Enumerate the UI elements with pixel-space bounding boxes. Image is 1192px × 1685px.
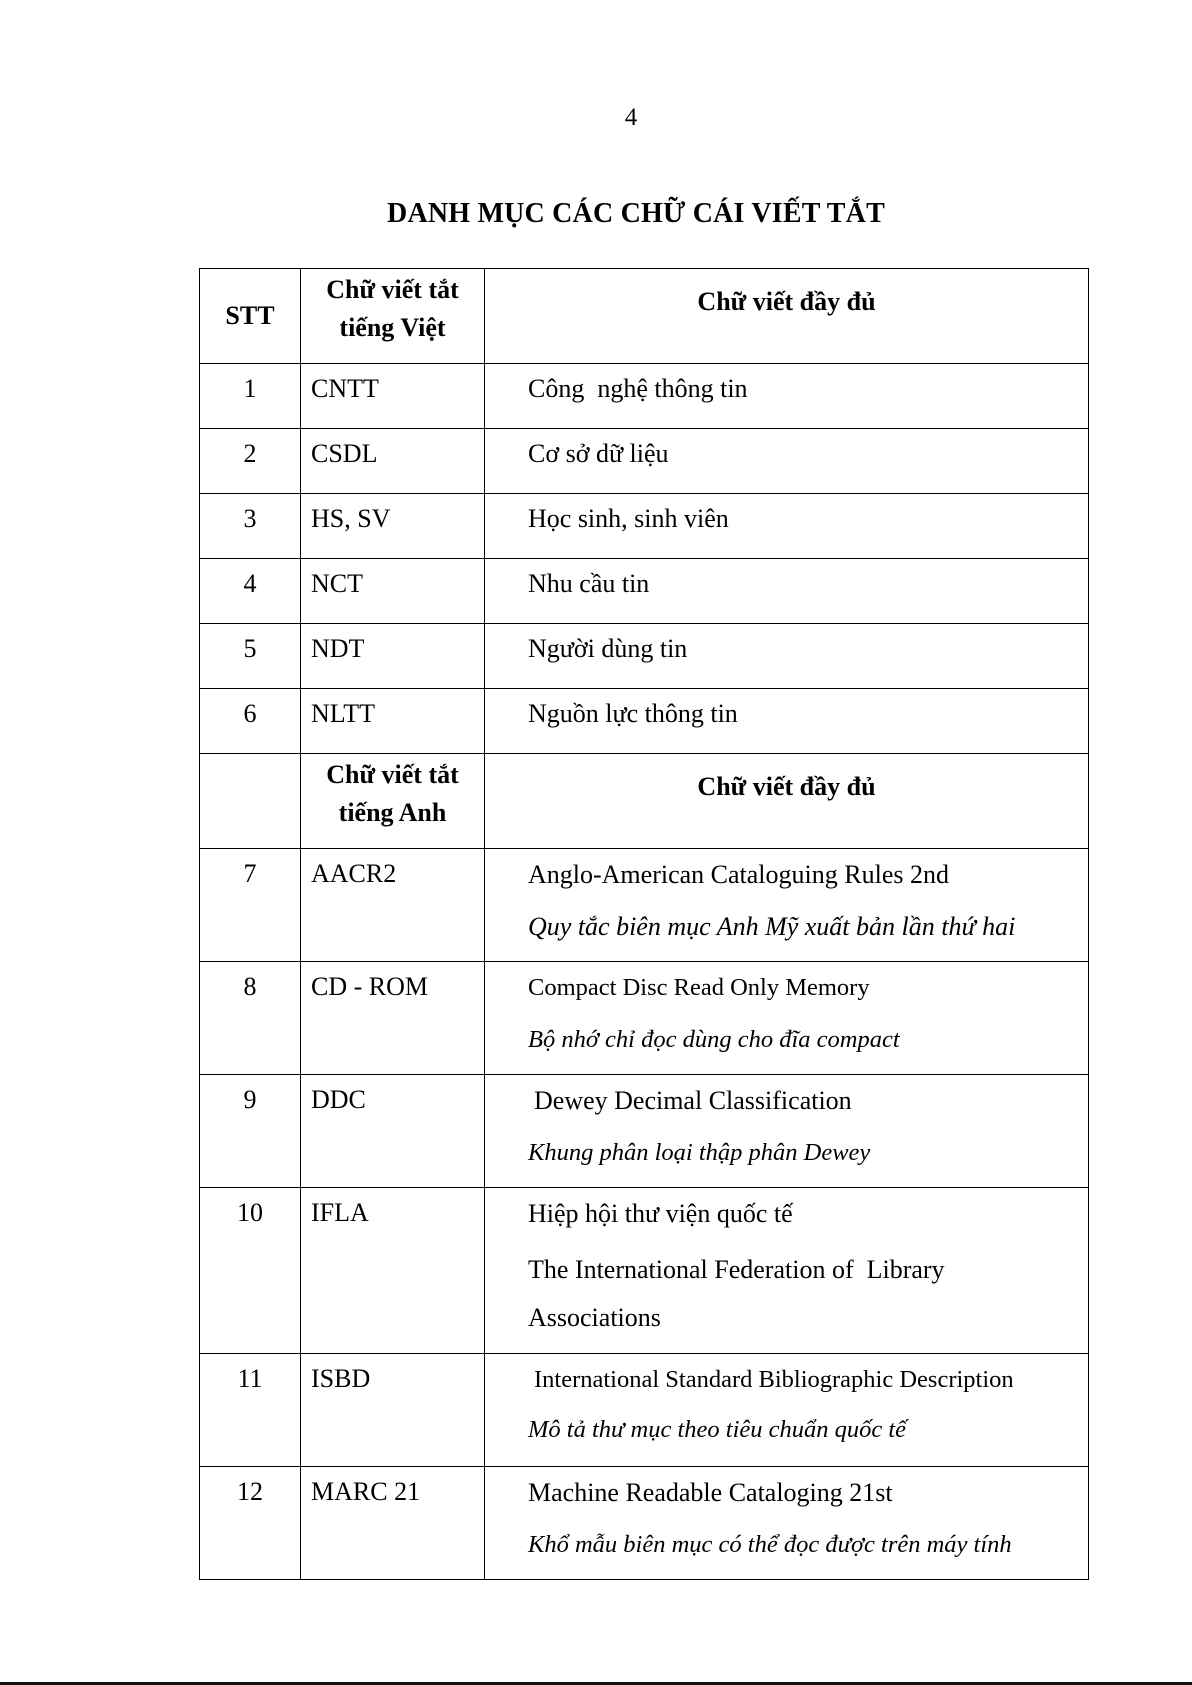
row-stt: 12	[200, 1467, 301, 1580]
row-stt: 8	[200, 962, 301, 1075]
header-stt: STT	[200, 269, 301, 364]
full-form-vietnamese: Quy tắc biên mục Anh Mỹ xuất bản lần thứ hai	[528, 912, 1016, 941]
header-abbreviation-vietnamese	[301, 269, 485, 364]
header-full-form: Chữ viết đầy đủ	[485, 269, 1089, 364]
full-form-line3: Associations	[528, 1303, 661, 1332]
full-form-vietnamese: Bộ nhớ chỉ đọc dùng cho đĩa compact	[528, 1026, 900, 1053]
full-form-vietnamese: Mô tả thư mục theo tiêu chuẩn quốc tế	[528, 1416, 907, 1443]
row-full-form: Cơ sở dữ liệu	[485, 429, 1089, 494]
header-abbr-line1: Chữ viết tắt	[326, 760, 459, 789]
row-full-form	[485, 962, 1089, 1075]
row-abbreviation: AACR2	[301, 849, 485, 962]
table-row	[200, 559, 1089, 624]
header-stt-empty	[200, 754, 301, 849]
header-abbr-line2: tiếng Việt	[339, 313, 446, 342]
row-abbreviation: CSDL	[301, 429, 485, 494]
row-full-form	[485, 1467, 1089, 1580]
full-form-english: International Standard Bibliographic Description	[534, 1366, 1014, 1393]
table-header-row-vietnamese	[200, 269, 1089, 364]
full-form-vietnamese: Khung phân loại thập phân Dewey	[528, 1139, 871, 1166]
row-stt: 7	[200, 849, 301, 962]
row-abbreviation: IFLA	[301, 1188, 485, 1354]
table-row	[200, 624, 1089, 689]
row-abbreviation: CD - ROM	[301, 962, 485, 1075]
row-stt: 4	[200, 559, 301, 624]
header-abbr-line1: Chữ viết tắt	[326, 275, 459, 304]
row-full-form	[485, 1188, 1089, 1354]
table-row	[200, 364, 1089, 429]
row-abbreviation: NDT	[301, 624, 485, 689]
row-full-form: Nguồn lực thông tin	[485, 689, 1089, 754]
full-form-english: Compact Disc Read Only Memory	[528, 974, 870, 1001]
table-row	[200, 1075, 1089, 1188]
row-full-form: Nhu cầu tin	[485, 559, 1089, 624]
row-full-form	[485, 1075, 1089, 1188]
row-full-form: Học sinh, sinh viên	[485, 494, 1089, 559]
row-abbreviation: HS, SV	[301, 494, 485, 559]
table-row	[200, 849, 1089, 962]
row-full-form: Người dùng tin	[485, 624, 1089, 689]
table-row	[200, 1354, 1089, 1467]
row-full-form: Công nghệ thông tin	[485, 364, 1089, 429]
row-stt: 11	[200, 1354, 301, 1467]
full-form-english: Anglo-American Cataloguing Rules 2nd	[528, 860, 949, 889]
table-row	[200, 429, 1089, 494]
row-full-form	[485, 1354, 1089, 1467]
page-title: DANH MỤC CÁC CHỮ CÁI VIẾT TẮT	[387, 198, 885, 229]
row-abbreviation: NCT	[301, 559, 485, 624]
table-row	[200, 1188, 1089, 1354]
abbreviation-table	[199, 268, 1089, 1580]
row-stt: 10	[200, 1188, 301, 1354]
full-form-english: Dewey Decimal Classification	[534, 1086, 852, 1115]
table-row	[200, 689, 1089, 754]
table-row	[200, 1467, 1089, 1580]
row-full-form	[485, 849, 1089, 962]
full-form-line2: The International Federation of Library	[528, 1255, 945, 1284]
full-form-line1: Hiệp hội thư viện quốc tế	[528, 1199, 793, 1228]
row-abbreviation: NLTT	[301, 689, 485, 754]
row-stt: 3	[200, 494, 301, 559]
row-stt: 2	[200, 429, 301, 494]
row-abbreviation: DDC	[301, 1075, 485, 1188]
row-abbreviation: CNTT	[301, 364, 485, 429]
table-row	[200, 494, 1089, 559]
header-full-form: Chữ viết đầy đủ	[485, 754, 1089, 849]
full-form-english: Machine Readable Cataloging 21st	[528, 1478, 893, 1507]
row-stt: 9	[200, 1075, 301, 1188]
header-abbreviation-english	[301, 754, 485, 849]
row-stt: 5	[200, 624, 301, 689]
page-number: 4	[624, 104, 638, 131]
row-stt: 1	[200, 364, 301, 429]
header-abbr-line2: tiếng Anh	[338, 798, 447, 827]
table-header-row-english	[200, 754, 1089, 849]
row-abbreviation: MARC 21	[301, 1467, 485, 1580]
table-row	[200, 962, 1089, 1075]
row-abbreviation: ISBD	[301, 1354, 485, 1467]
row-stt: 6	[200, 689, 301, 754]
full-form-vietnamese: Khổ mẫu biên mục có thể đọc được trên máy tính	[528, 1531, 1012, 1558]
